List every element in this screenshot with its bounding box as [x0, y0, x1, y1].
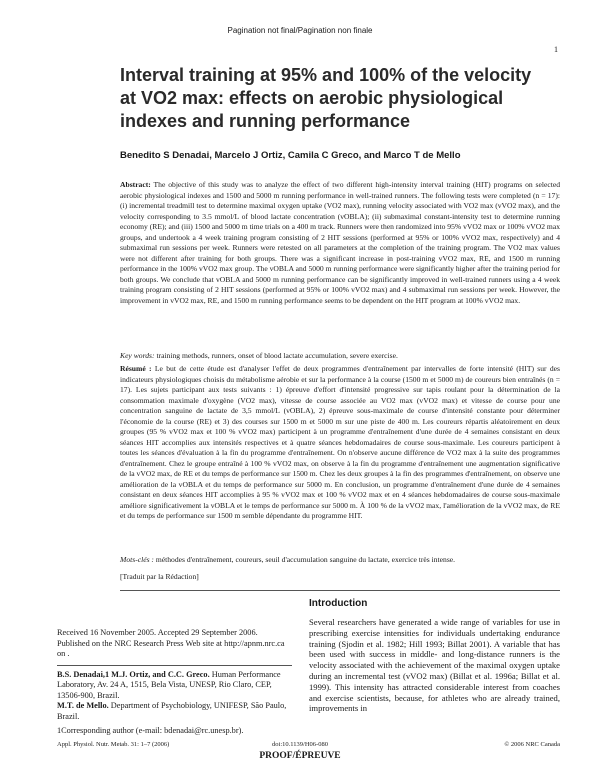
affiliation-1 — [57, 670, 292, 702]
paper-title — [120, 64, 550, 133]
translation-note: [Traduit par la Rédaction] — [120, 572, 199, 581]
title-line-1: Interval training at 95% and 100% of the velocity — [120, 65, 532, 85]
corresponding-author: 1Corresponding author (e-mail: bdenadai@rc.unesp.br). — [57, 726, 244, 735]
mots-cles-label: Mots-clés : — [120, 555, 154, 564]
journal-citation: Appl. Physiol. Nutr. Metab. 31: 1–7 (2006) — [57, 741, 170, 748]
doi: doi:10.1139/H06-080 — [272, 741, 328, 748]
introduction-heading: Introduction — [309, 598, 368, 609]
resume-text: Le but de cette étude est d'analyser l'effet de deux programmes d'entraînement par intervalles de forte intensité (HIT) sur des indicateurs physiologiques choisis du métabolisme aérobie et sur la performance à la course (1500 m et 5000 m) de coureurs bien entraînés (n = 17). Les sujets participant aux tests suivants : 1) épreuve d'effort d'intensité progressive sur tapis roulant pour la détermination de la consommation maximale d'oxygène (VO2 max), vitesse de course associée au VO2 max (vVO2 max) et vitesse de course pour une concentration sanguine de lactate de 3,5 mmol/L (vOBLA), 2) épreuve sous-maximale de course d'intensité constante pour déterminer l'économie de la course (RE) et 3) des courses sur 1500 m et 5000 m sur une piste de 400 m. Les coureurs répartis aléatoirement en deux groupes (95 % vVO2 max et 100 % vVO2 max) participent à un programme d'entraînement d'une durée de 4 semaines consistant en deux séances HIT accomplies aux intensités respectives et à quatre séances hebdomadaires de course sous-maximale. Les coureurs participent à toutes les séances d'évaluation à la fin du programme d'entraînement. On n'observe aucune différence de VO2 max à la suite des programmes d'entraînement. Chez le groupe entraîné à 100 % vVO2 max, on observe à la fin du programme d'entraînement une augmentation significative de la vVO2 max, de RE et du temps de performance sur 1500 m. Chez les deux groupes à la fin des programmes d'entraînement, on observe une amélioration de la vOBLA et du temps de performance sur 5000 m. En conclusion, un programme d'entraînement d'une durée de 4 semaines consistant en deux séances HIT accomplies à 95 % vVO2 max et 100 % vVO2 max et en 4 séances hebdomadaires de course sous-maximale améliore significativement la vOBLA et le temps de performance sur 5000 m. À 100 % de la vVO2 max, l'amélioration de la vVO2 max, de RE et du temps de performance sur 1500 m semble dépendante du programme HIT. — [120, 364, 561, 520]
mots-cles — [120, 555, 560, 566]
abstract — [120, 180, 560, 306]
received-note: Received 16 November 2005. Accepted 29 September 2006. Published on the NRC Research Press Web site at http://apnm.nrc.ca on . — [57, 628, 285, 658]
affiliation-1-text: Human Performance Laboratory, Av. 24 A, 1515, Bela Vista, UNESP, Rio Claro, CEP, 13506-900, Brazil. — [57, 669, 281, 700]
affiliation-2-names: M.T. de Mello. — [57, 701, 109, 710]
abstract-label: Abstract: — [120, 180, 151, 189]
title-line-2: at VO2 max: effects on aerobic physiological — [120, 88, 504, 108]
affiliation-2-text: Department of Psychobiology, UNIFESP, São Paulo, Brazil. — [57, 701, 287, 721]
resume-label: Résumé : — [120, 364, 152, 373]
title-line-3: indexes and running performance — [120, 111, 411, 131]
pagination-note: Pagination not final/Pagination non finale — [227, 26, 373, 35]
abstract-text: The objective of this study was to analyze the effect of two different high-intensity interval training (HIT) programs on selected aerobic physiological indexes and 1500 and 5000 m running performance in well-trained runners. The following tests were completed (n = 17): (i) incremental treadmill test to determine maximal oxygen uptake (VO2 max), running velocity associated with VO2 max (vVO2 max), and the velocity corresponding to 3.5 mmol/L of blood lactate concentration (vOBLA); (ii) submaximal constant-intensity test to determine running economy (RE); and (iii) 1500 and 5000 m time trials on a 400 m track. Runners were then randomized into 95% vVO2 max or 100% vVO2 max groups, and undertook a 4 week training program consisting of 2 HIT sessions (performed at 95% or 100% vVO2 max, respectively) and 4 submaximal run sessions per week. Runners were retested on all parameters at the completion of the training program. The VO2 max values were not different after training for both groups. There was a significant increase in post-training vVO2 max, RE, and 1500 m running performance in the 100% vVO2 max group. The vOBLA and 5000 m running performance were significantly higher after the training period for both groups. We conclude that vOBLA and 5000 m running performance can be significantly improved in well-trained runners using a 4 week training program consisting of 2 HIT sessions (performed at 95% or 100% vVO2 max) and 4 submaximal run sessions per week. However, the improvement in vVO2 max, RE, and 1500 m running performance seems to be dependent on the HIT program at 100% vVO2 max. — [120, 180, 561, 305]
keywords — [120, 351, 560, 362]
author-list: Benedito S Denadai, Marcelo J Ortiz, Camila C Greco, and Marco T de Mello — [120, 150, 461, 161]
footnote-block — [57, 628, 292, 737]
introduction-text: Several researchers have generated a wide range of variables for use in prescribing exercise intensities for individuals undertaking endurance training (Sjodin et al. 1982; Hill 1993; Billat 2001). A variable that has been used with success in middle- and long-distance runners is the velocity associated with the achievement of the maximal oxygen uptake during an incremental test (vVO2 max) (Billat et al. 1996a; Billat et al. 1999). This intensity has attracted considerable interest from coaches and exercise scientists, because, for athletes who are already trained, improvements in — [309, 617, 560, 714]
keywords-text: training methods, runners, onset of blood lactate accumulation, severe exercise. — [156, 351, 398, 360]
keywords-label: Key words: — [120, 351, 155, 360]
footnote-divider — [57, 665, 292, 666]
affiliation-1-names: B.S. Denadai,1 M.J. Ortiz, and C.C. Greco. — [57, 669, 210, 679]
mots-cles-text: méthodes d'entraînement, coureurs, seuil d'accumulation sanguine du lactate, exercice très intense. — [155, 555, 456, 564]
page-number: 1 — [554, 45, 558, 54]
copyright: © 2006 NRC Canada — [504, 741, 560, 748]
resume — [120, 364, 560, 522]
proof-label: PROOF/ÉPREUVE — [259, 751, 341, 761]
section-divider — [120, 590, 560, 591]
affiliation-2 — [57, 701, 292, 722]
